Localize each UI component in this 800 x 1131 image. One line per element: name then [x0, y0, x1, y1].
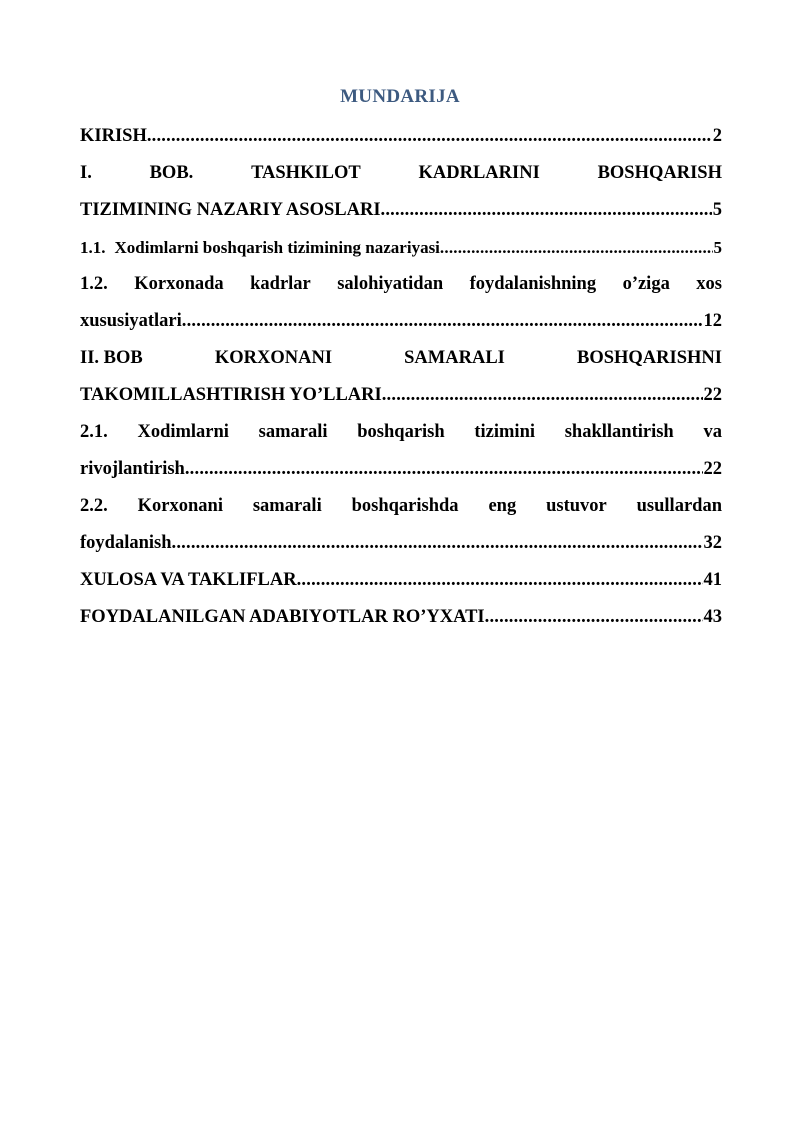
toc-word: xos — [696, 274, 722, 294]
toc-word: Korxonani — [137, 496, 223, 516]
toc-section-number: 1.1. — [80, 238, 106, 257]
toc-word: 1.2. — [80, 274, 108, 294]
toc-entry-text: foydalanish — [80, 533, 172, 553]
toc-entry-1-1[interactable] — [80, 229, 722, 266]
toc-word: tizimini — [474, 422, 536, 442]
toc-word: ustuvor — [546, 496, 607, 516]
toc-word: va — [703, 422, 722, 442]
toc-word: BOSHQARISH — [597, 163, 722, 183]
toc-word: boshqarishda — [351, 496, 459, 516]
toc-word: eng — [488, 496, 517, 516]
toc-word: salohiyatidan — [337, 274, 444, 294]
toc-word: TASHKILOT — [251, 163, 361, 183]
dot-leader — [147, 118, 712, 155]
toc-word: o’ziga — [622, 274, 670, 294]
toc-entry-text: xususiyatlari — [80, 311, 182, 331]
toc-title: MUNDARIJA — [340, 86, 460, 107]
dot-leader — [381, 192, 712, 229]
toc-word: II. BOB — [80, 348, 143, 368]
table-of-contents — [80, 118, 722, 636]
dot-leader — [172, 525, 703, 562]
toc-entry-2-2-line2[interactable] — [80, 525, 722, 562]
dot-leader — [382, 377, 703, 414]
toc-entry-text: Xodimlarni boshqarish tizimining nazariyasi — [114, 238, 440, 257]
toc-page-number: 22 — [703, 385, 722, 405]
toc-word: samarali — [252, 496, 322, 516]
toc-entry-text: KIRISH — [80, 126, 147, 146]
toc-page-number: 41 — [703, 570, 722, 590]
toc-entry-text: TAKOMILLASHTIRISH YO’LLARI — [80, 385, 382, 405]
toc-word: KADRLARINI — [418, 163, 540, 183]
toc-word: 2.1. — [80, 422, 108, 442]
toc-entry-adabiyotlar[interactable] — [80, 599, 722, 636]
toc-word: BOB. — [149, 163, 194, 183]
toc-word: boshqarish — [357, 422, 445, 442]
toc-entry-kirish[interactable] — [80, 118, 722, 155]
dot-leader — [485, 599, 703, 636]
toc-word: usullardan — [636, 496, 722, 516]
dot-leader — [185, 451, 703, 488]
toc-entry-text: TIZIMINING NAZARIY ASOSLARI — [80, 200, 381, 220]
toc-entry-1-2-line1[interactable] — [80, 266, 722, 303]
toc-page-number: 12 — [703, 311, 722, 331]
toc-word: Xodimlarni — [137, 422, 229, 442]
toc-word: samarali — [258, 422, 328, 442]
toc-entry-bob2-line2[interactable] — [80, 377, 722, 414]
toc-word: Korxonada — [134, 274, 224, 294]
toc-entry-2-2-line1[interactable] — [80, 488, 722, 525]
toc-page-number: 22 — [703, 459, 722, 479]
toc-page-number: 5 — [712, 200, 722, 220]
toc-entry-text: XULOSA VA TAKLIFLAR — [80, 570, 297, 590]
toc-entry-bob2-line1[interactable] — [80, 340, 722, 377]
toc-word: foydalanishning — [469, 274, 597, 294]
toc-word: SAMARALI — [404, 348, 505, 368]
toc-page-number: 5 — [713, 238, 722, 257]
toc-entry-text: rivojlantirish — [80, 459, 185, 479]
toc-entry-1-2-line2[interactable] — [80, 303, 722, 340]
toc-page-number: 43 — [703, 607, 722, 627]
toc-entry-bob1-line1[interactable] — [80, 155, 722, 192]
toc-entry-2-1-line1[interactable] — [80, 414, 722, 451]
toc-entry-xulosa[interactable] — [80, 562, 722, 599]
toc-page-number: 2 — [712, 126, 722, 146]
dot-leader — [440, 229, 713, 266]
toc-word: KORXONANI — [214, 348, 333, 368]
toc-word: kadrlar — [250, 274, 311, 294]
toc-entry-text: FOYDALANILGAN ADABIYOTLAR RO’YXATI — [80, 607, 485, 627]
toc-word: I. — [80, 163, 92, 183]
toc-entry-bob1-line2[interactable] — [80, 192, 722, 229]
dot-leader — [297, 562, 703, 599]
toc-word: 2.2. — [80, 496, 108, 516]
toc-word: BOSHQARISHNI — [577, 348, 722, 368]
dot-leader — [182, 303, 703, 340]
toc-entry-2-1-line2[interactable] — [80, 451, 722, 488]
toc-word: shakllantirish — [564, 422, 674, 442]
toc-page-number: 32 — [703, 533, 722, 553]
